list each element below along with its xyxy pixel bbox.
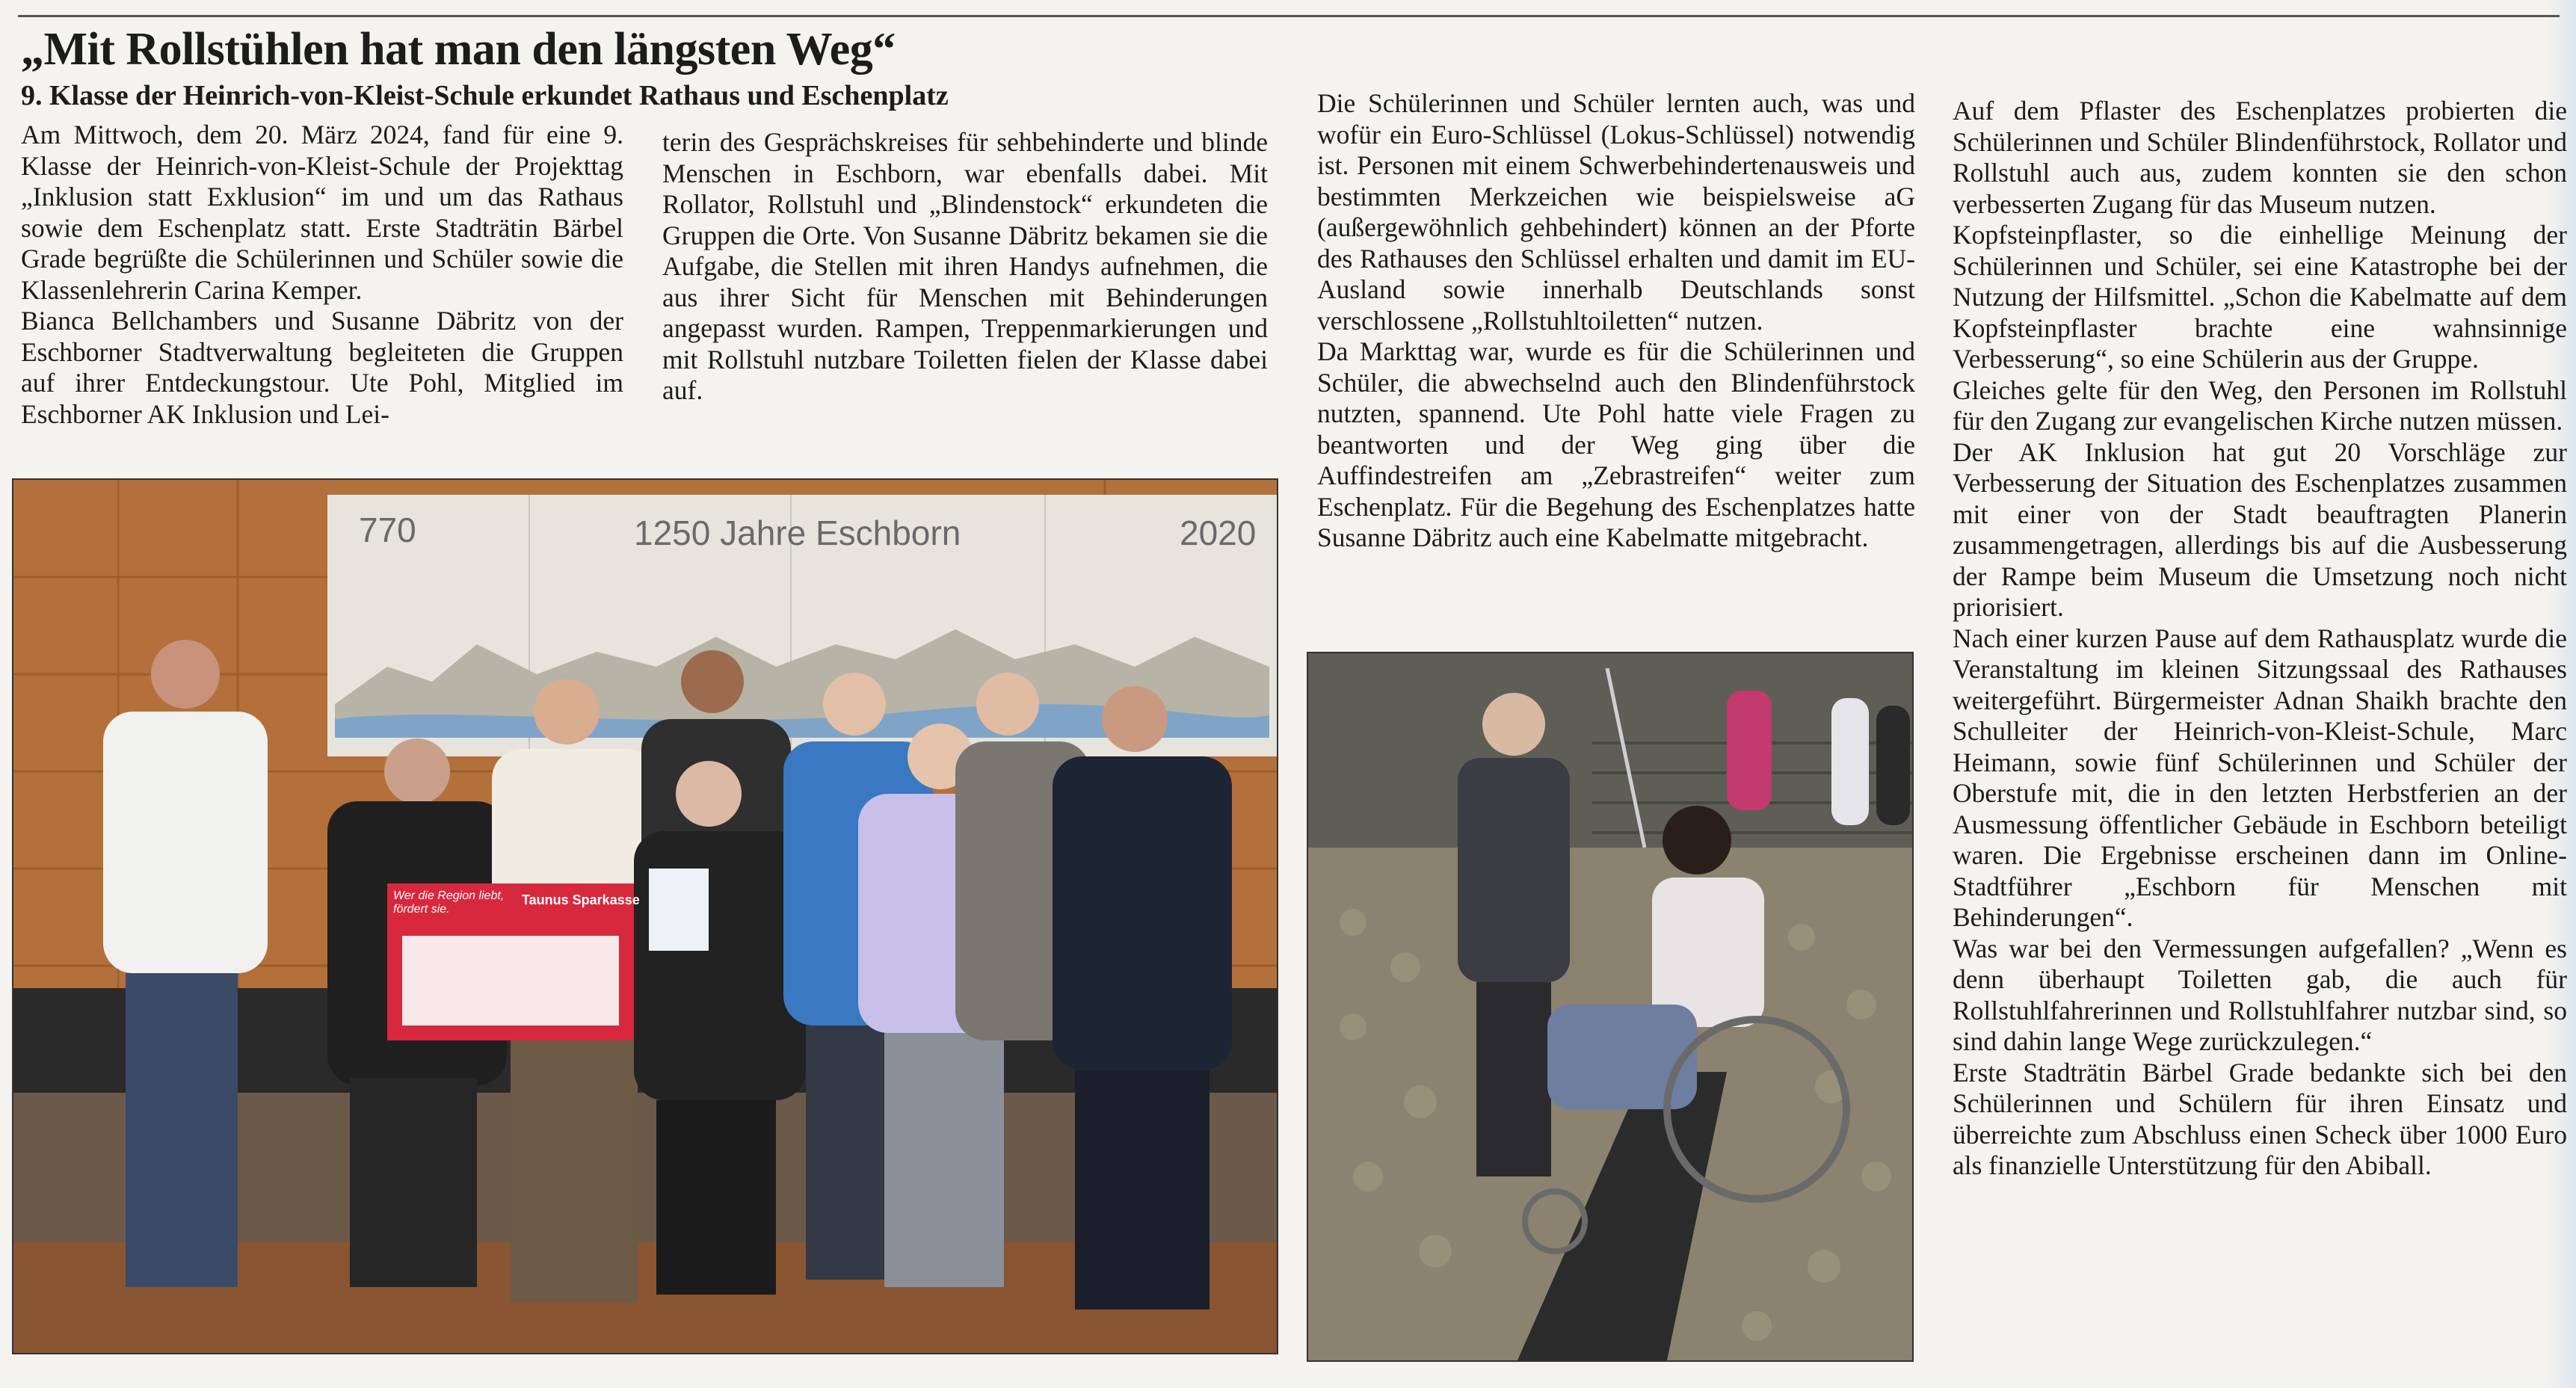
- mural-year-start: 770: [359, 511, 416, 549]
- wheelchair-photo: [1307, 652, 1914, 1362]
- paragraph: Die Schülerinnen und Schüler lernten auch, was und wofür ein Euro-Schlüssel (Lokus-Schlüssel) notwendig ist. Personen mit einem Schwerbehindertenausweis und bestimmten Merkzeichen wie beispielsweise aG (außergewöhnlich gehbehindert) können an der Pforte des Rathauses den Schlüssel erhalten und damit im EU-Ausland sowie innerhalb Deutschlands sonst verschlossene „Rollstuhltoiletten“ nutzen.: [1317, 88, 1915, 336]
- paragraph: Gleiches gelte für den Weg, den Personen im Rollstuhl für den Zugang zur evangelischen Kirche nutzen müssen.: [1953, 374, 2567, 436]
- column-2: [662, 127, 1268, 407]
- group-photo: [12, 478, 1278, 1354]
- group-photo-illustration: [13, 480, 1277, 1353]
- wheelchair-photo-illustration: [1308, 653, 1912, 1360]
- mural-title: 1250 Jahre Eschborn: [634, 513, 961, 552]
- mural-year-end: 2020: [1180, 513, 1257, 552]
- column-1: [21, 120, 623, 430]
- top-rule: [18, 15, 2560, 17]
- paragraph: Bianca Bellchambers und Susanne Däbritz von der Eschborner Stadtverwaltung begleiteten die Gruppen auf ihrer Entdeckungstour. Ute Pohl, Mitglied im Eschborner AK Inklusion und Lei-: [21, 306, 623, 429]
- column-4: [1953, 96, 2567, 1182]
- column-3: [1317, 88, 1915, 554]
- paragraph: terin des Gesprächskreises für sehbehinderte und blinde Menschen in Eschborn, war ebenfalls dabei. Mit Rollator, Rollstuhl und „Blindenstock“ erkundeten die Gruppen die Orte. Von Susanne Däbritz bekamen sie die Aufgabe, die Stellen mit ihren Handys aufnehmen, die aus ihrer Sicht für Menschen mit Behinderungen angepasst wurden. Rampen, Treppenmarkierungen und mit Rollstuhl nutzbare Toiletten fielen der Klasse dabei auf.: [662, 127, 1268, 405]
- check-logo: Taunus Sparkasse: [522, 892, 640, 907]
- paragraph: Kopfsteinpflaster, so die einhellige Meinung der Schülerinnen und Schüler, sei eine Katastrophe bei der Nutzung der Hilfsmittel. „Schon die Kabelmatte auf dem Kopfsteinpflaster brachte eine wahnsinnige Verbesserung“, so eine Schülerin aus der Gruppe.: [1953, 220, 2567, 374]
- paragraph: Erste Stadträtin Bärbel Grade bedankte sich bei den Schülerinnen und Schülern für ihren Einsatz und überreichte zum Abschluss einen Scheck über 1000 Euro als finanzielle Unterstützung für den Abiball.: [1953, 1057, 2567, 1180]
- paragraph: Auf dem Pflaster des Eschenplatzes probierten die Schülerinnen und Schüler Blindenführstock, Rollator und Rollstuhl auch aus, zudem konnten sie den schon verbesserten Zugang für das Museum nutzen.: [1953, 96, 2567, 219]
- headline: „Mit Rollstühlen hat man den längsten Weg“: [21, 24, 896, 75]
- check-slogan: Wer die Region liebt, fördert sie.: [393, 889, 505, 916]
- paragraph: Was war bei den Vermessungen aufgefallen? „Wenn es denn überhaupt Toiletten gab, die auch für Rollstuhlfahrerinnen und Rollstuhlfahrer nutzbar sind, so sind dahin lange Wege zurückzulegen.“: [1953, 933, 2567, 1056]
- subheadline: 9. Klasse der Heinrich-von-Kleist-Schule erkundet Rathaus und Eschenplatz: [21, 80, 949, 111]
- paragraph: Nach einer kurzen Pause auf dem Rathausplatz wurde die Veranstaltung im kleinen Sitzungssaal des Rathauses weitergeführt. Bürgermeister Adnan Shaikh brachte den Schulleiter der Heinrich-von-Kleist-Schule, Marc Heimann, sowie fünf Schülerinnen und Schüler der Oberstufe mit, die in den letzten Herbstferien an der Ausmessung öffentlicher Gebäude in Eschborn beteiligt waren. Die Ergebnisse erscheinen dann im Online-Stadtführer „Eschborn für Menschen mit Behinderungen“.: [1953, 623, 2567, 932]
- paragraph: Da Markttag war, wurde es für die Schülerinnen und Schüler, die abwechselnd auch den Blindenführstock nutzten, spannend. Ute Pohl hatte viele Fragen zu beantworten und der Weg ging über die Auffindestreifen am „Zebrastreifen“ weiter zum Eschenplatz. Für die Begehung des Eschenplatzes hatte Susanne Däbritz auch eine Kabelmatte mitgebracht.: [1317, 336, 1915, 552]
- paragraph: Der AK Inklusion hat gut 20 Vorschläge zur Verbesserung der Situation des Eschenplatzes zusammen mit einer von der Stadt beauftragten Planerin zusammengetragen, allerdings bis auf die Ausbesserung der Rampe beim Museum die Umsetzung noch nicht priorisiert.: [1953, 437, 2567, 622]
- paragraph: Am Mittwoch, dem 20. März 2024, fand für eine 9. Klasse der Heinrich-von-Kleist-Schule der Projekttag „Inklusion statt Exklusion“ im und um das Rathaus sowie dem Eschenplatz statt. Erste Stadträtin Bärbel Grade begrüßte die Schülerinnen und Schüler sowie die Klassenlehrerin Carina Kemper.: [21, 120, 623, 305]
